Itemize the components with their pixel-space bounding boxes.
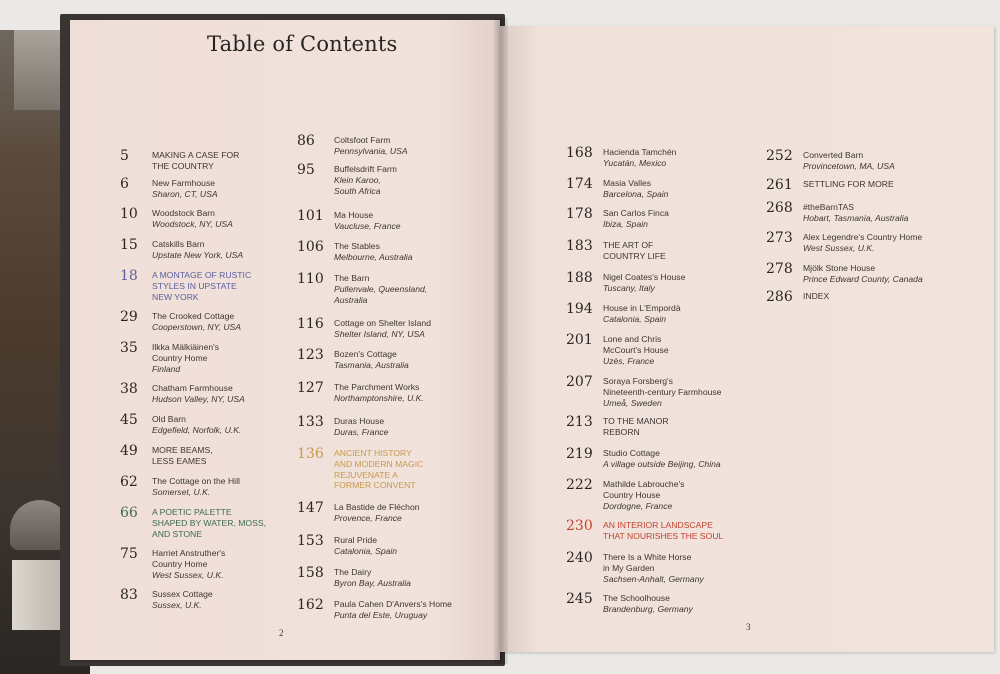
toc-entry-text xyxy=(334,599,452,621)
toc-page-number: 201 xyxy=(566,332,593,348)
toc-entry-text xyxy=(334,349,409,371)
toc-page-number: 194 xyxy=(566,301,593,317)
toc-entry-location: Punta del Este, Uruguay xyxy=(334,609,428,620)
toc-page-number: 207 xyxy=(566,374,593,390)
toc-page-number: 240 xyxy=(566,550,593,566)
toc-entry-text xyxy=(152,270,251,302)
toc-entry-title: Old Barn xyxy=(152,414,186,424)
toc-entry-text xyxy=(334,535,397,557)
toc-entry-location: Klein Karoo, xyxy=(334,174,381,185)
toc-entry-text xyxy=(152,311,241,333)
toc-entry-location: Shelter Island, NY, USA xyxy=(334,328,425,339)
toc-entry-text xyxy=(334,318,431,340)
toc-entry-location: Somerset, U.K. xyxy=(152,486,211,497)
toc-entry-title: The Barn xyxy=(334,273,370,283)
toc-entry-title: Ilkka Mälkiäinen's xyxy=(152,342,220,352)
toc-entry-location: Cooperstown, NY, USA xyxy=(152,321,242,332)
toc-entry-title: La Bastide de Fléchon xyxy=(334,502,420,512)
left-page-number: 2 xyxy=(279,628,284,638)
toc-entry-location: Byron Bay, Australia xyxy=(334,577,411,588)
toc-entry-title: Catskills Barn xyxy=(152,239,205,249)
toc-entry-text xyxy=(803,232,922,254)
toc-page-number: 245 xyxy=(566,591,593,607)
toc-entry-text xyxy=(334,164,397,196)
toc-page-number: 116 xyxy=(297,316,324,332)
toc-entry-text xyxy=(152,507,266,539)
toc-page-number: 66 xyxy=(120,505,138,521)
toc-entry-location: Brandenburg, Germany xyxy=(603,603,693,614)
toc-page-number: 123 xyxy=(297,347,324,363)
toc-page-number: 147 xyxy=(297,500,324,516)
toc-entry-title: The Dairy xyxy=(334,567,372,577)
toc-page-number: 83 xyxy=(120,587,138,603)
toc-page-number: 230 xyxy=(566,518,593,534)
toc-entry-text xyxy=(603,416,669,438)
toc-page-number: 15 xyxy=(120,237,138,253)
toc-entry-title: Country Home xyxy=(152,558,208,569)
toc-entry-location: Edgefield, Norfolk, U.K. xyxy=(152,424,242,435)
toc-page-number: 49 xyxy=(120,443,138,459)
toc-entry-title: Mjölk Stone House xyxy=(803,263,876,273)
toc-page-number: 10 xyxy=(120,206,138,222)
toc-entry-text xyxy=(152,383,245,405)
toc-entry-title: The Crooked Cottage xyxy=(152,311,235,321)
toc-page-number: 158 xyxy=(297,565,324,581)
toc-entry-text xyxy=(603,240,666,262)
toc-entry-text xyxy=(603,376,721,408)
toc-entry-text xyxy=(803,202,908,224)
toc-entry-title: Nineteenth-century Farmhouse xyxy=(603,386,722,397)
toc-entry-title: The Stables xyxy=(334,241,380,251)
toc-entry-title: Country House xyxy=(603,489,661,500)
toc-entry-title: #theBarnTAS xyxy=(803,202,854,212)
toc-entry-title: SETTLING FOR MORE xyxy=(803,179,894,189)
toc-entry-location: West Sussex, U.K. xyxy=(152,569,224,580)
toc-entry-location: Tuscany, Italy xyxy=(603,282,655,293)
toc-entry-title: INDEX xyxy=(803,291,830,301)
toc-entry-location: Tasmania, Australia xyxy=(334,359,409,370)
toc-entry-title: MAKING A CASE FOR xyxy=(152,150,240,160)
toc-entry-location: Finland xyxy=(152,363,181,374)
toc-entry-text xyxy=(603,552,704,584)
toc-entry-text xyxy=(152,589,213,611)
toc-entry-location: Prince Edward County, Canada xyxy=(803,273,923,284)
toc-entry-text xyxy=(803,150,895,172)
toc-entry-title: Ma House xyxy=(334,210,374,220)
toc-page-number: 162 xyxy=(297,597,324,613)
toc-entry-text xyxy=(803,291,829,302)
toc-entry-text xyxy=(603,334,669,366)
toc-entry-text xyxy=(334,241,413,263)
toc-entry-title: Hacienda Tamchén xyxy=(603,147,677,157)
toc-entry-text xyxy=(152,342,219,374)
toc-entry-title: COUNTRY LIFE xyxy=(603,250,666,261)
toc-entry-text xyxy=(603,147,676,169)
toc-entry-title: A MONTAGE OF RUSTIC xyxy=(152,270,252,280)
toc-entry-location: Hobart, Tasmania, Australia xyxy=(803,212,909,223)
toc-entry-title: Paula Cahen D'Anvers's Home xyxy=(334,599,452,609)
toc-entry-location: Barcelona, Spain xyxy=(603,188,669,199)
toc-entry-title: ANCIENT HISTORY xyxy=(334,448,412,458)
toc-entry-location: Vaucluse, France xyxy=(334,220,401,231)
toc-entry-title: NEW YORK xyxy=(152,291,199,302)
toc-entry-title: Masia Valles xyxy=(603,178,652,188)
toc-page-number: 136 xyxy=(297,446,324,462)
toc-page-number: 286 xyxy=(766,289,793,305)
toc-entry-text xyxy=(152,476,240,498)
toc-page-number: 273 xyxy=(766,230,793,246)
toc-entry-title: Soraya Forsberg's xyxy=(603,376,673,386)
toc-entry-location: Sachsen-Anhalt, Germany xyxy=(603,573,704,584)
toc-entry-text xyxy=(334,567,411,589)
toc-page-number: 86 xyxy=(297,133,315,149)
toc-page-number: 261 xyxy=(766,177,793,193)
toc-entry-title: LESS EAMES xyxy=(152,455,207,466)
toc-entry-title: The Schoolhouse xyxy=(603,593,670,603)
toc-entry-title: REBORN xyxy=(603,426,640,437)
toc-entry-text xyxy=(152,208,233,230)
toc-entry-text xyxy=(334,135,408,157)
toc-entry-title: AND MODERN MAGIC xyxy=(334,458,424,469)
toc-entry-title: MORE BEAMS, xyxy=(152,445,213,455)
toc-entry-title: AN INTERIOR LANDSCAPE xyxy=(603,520,713,530)
toc-entry-title: Mathilde Labrouche's xyxy=(603,479,685,489)
toc-entry-location: South Africa xyxy=(334,185,381,196)
toc-entry-text xyxy=(803,263,923,285)
toc-page-number: 174 xyxy=(566,176,593,192)
toc-entry-title: The Parchment Works xyxy=(334,382,420,392)
toc-entry-title: Duras House xyxy=(334,416,385,426)
toc-entry-location: A village outside Beijing, China xyxy=(603,458,721,469)
right-page-number: 3 xyxy=(746,622,751,632)
toc-entry-text xyxy=(334,273,427,305)
toc-entry-text xyxy=(603,593,693,615)
toc-page-number: 219 xyxy=(566,446,593,462)
toc-entry-title: AND STONE xyxy=(152,528,202,539)
toc-page-number: 278 xyxy=(766,261,793,277)
toc-page-number: 6 xyxy=(120,176,129,192)
toc-entry-title: THAT NOURISHES THE SOUL xyxy=(603,530,724,541)
toc-entry-location: Upstate New York, USA xyxy=(152,249,244,260)
toc-entry-text xyxy=(603,272,685,294)
page-title: Table of Contents xyxy=(207,32,398,56)
toc-entry-location: Provence, France xyxy=(334,512,402,523)
toc-page-number: 29 xyxy=(120,309,138,325)
toc-entry-title: THE ART OF xyxy=(603,240,654,250)
toc-entry-location: Dordogne, France xyxy=(603,500,673,511)
toc-page-number: 18 xyxy=(120,268,138,284)
toc-entry-title: Country Home xyxy=(152,352,208,363)
toc-entry-text xyxy=(334,416,388,438)
toc-page-number: 62 xyxy=(120,474,138,490)
toc-entry-location: Melbourne, Australia xyxy=(334,251,413,262)
toc-entry-title: Sussex Cottage xyxy=(152,589,213,599)
toc-entry-title: Chatham Farmhouse xyxy=(152,383,233,393)
toc-page-number: 95 xyxy=(297,162,315,178)
toc-entry-text xyxy=(152,178,218,200)
toc-entry-title: TO THE MANOR xyxy=(603,416,669,426)
toc-entry-title: The Cottage on the Hill xyxy=(152,476,240,486)
toc-entry-title: Rural Pride xyxy=(334,535,377,545)
toc-entry-location: Northamptonshire, U.K. xyxy=(334,392,424,403)
toc-entry-title: Harriet Anstruther's xyxy=(152,548,226,558)
toc-page-number: 222 xyxy=(566,477,593,493)
toc-entry-location: Catalonia, Spain xyxy=(603,313,667,324)
toc-entry-title: Studio Cottage xyxy=(603,448,660,458)
toc-page-number: 127 xyxy=(297,380,324,396)
toc-entry-location: West Sussex, U.K. xyxy=(803,242,875,253)
toc-entry-title: Woodstock Barn xyxy=(152,208,215,218)
toc-entry-location: Pullenvale, Queensland, xyxy=(334,283,428,294)
toc-entry-title: SHAPED BY WATER, MOSS, xyxy=(152,517,266,528)
toc-entry-text xyxy=(803,179,894,190)
toc-entry-location: Umeå, Sweden xyxy=(603,397,662,408)
toc-entry-text xyxy=(334,382,424,404)
toc-entry-location: Yucatán, Mexico xyxy=(603,157,667,168)
toc-page-number: 213 xyxy=(566,414,593,430)
toc-entry-location: Hudson Valley, NY, USA xyxy=(152,393,245,404)
toc-entry-location: Ibiza, Spain xyxy=(603,218,648,229)
toc-page-number: 188 xyxy=(566,270,593,286)
toc-entry-text xyxy=(152,414,241,436)
toc-entry-title: in My Garden xyxy=(603,562,655,573)
toc-entry-title: There Is a White Horse xyxy=(603,552,692,562)
toc-page-number: 252 xyxy=(766,148,793,164)
toc-page-number: 133 xyxy=(297,414,324,430)
toc-entry-text xyxy=(334,448,423,491)
toc-page-number: 75 xyxy=(120,546,138,562)
toc-entry-title: THE COUNTRY xyxy=(152,160,214,171)
toc-page-number: 110 xyxy=(297,271,324,287)
toc-entry-location: Uzès, France xyxy=(603,355,655,366)
toc-entry-title: Coltsfoot Farm xyxy=(334,135,391,145)
toc-entry-title: Lone and Chris xyxy=(603,334,662,344)
toc-entry-title: House in L'Empordà xyxy=(603,303,681,313)
book-gutter xyxy=(494,18,508,664)
toc-entry-text xyxy=(152,239,243,261)
toc-entry-location: Sussex, U.K. xyxy=(152,599,202,610)
toc-entry-text xyxy=(603,303,681,325)
toc-entry-text xyxy=(334,502,420,524)
toc-entry-location: Woodstock, NY, USA xyxy=(152,218,233,229)
toc-entry-title: New Farmhouse xyxy=(152,178,216,188)
toc-page-number: 35 xyxy=(120,340,138,356)
toc-entry-title: Bozen's Cottage xyxy=(334,349,397,359)
toc-entry-text xyxy=(152,548,225,580)
toc-entry-title: McCourt's House xyxy=(603,344,669,355)
toc-entry-location: Provincetown, MA, USA xyxy=(803,160,895,171)
toc-page-number: 5 xyxy=(120,148,129,164)
toc-entry-title: FORMER CONVENT xyxy=(334,480,416,491)
toc-page-number: 268 xyxy=(766,200,793,216)
toc-entry-title: Buffelsdrift Farm xyxy=(334,164,397,174)
toc-page-number: 168 xyxy=(566,145,593,161)
toc-entry-title: STYLES IN UPSTATE xyxy=(152,280,237,291)
toc-entry-title: San Carlos Finca xyxy=(603,208,669,218)
toc-page-number: 45 xyxy=(120,412,138,428)
toc-entry-text xyxy=(603,448,721,470)
toc-page-number: 153 xyxy=(297,533,324,549)
toc-entry-title: Nigel Coates's House xyxy=(603,272,686,282)
toc-entry-text xyxy=(603,178,668,200)
toc-entry-title: REJUVENATE A xyxy=(334,469,398,480)
toc-page-number: 38 xyxy=(120,381,138,397)
toc-entry-location: Pennsylvania, USA xyxy=(334,145,408,156)
toc-entry-text xyxy=(603,520,723,542)
toc-entry-text xyxy=(152,445,213,467)
toc-page-number: 183 xyxy=(566,238,593,254)
toc-page-number: 178 xyxy=(566,206,593,222)
toc-entry-title: Cottage on Shelter Island xyxy=(334,318,431,328)
toc-entry-location: Australia xyxy=(334,294,368,305)
toc-page-number: 106 xyxy=(297,239,324,255)
toc-entry-text xyxy=(152,150,239,172)
toc-entry-text xyxy=(334,210,401,232)
toc-entry-text xyxy=(603,479,684,511)
toc-entry-location: Duras, France xyxy=(334,426,389,437)
toc-page-number: 101 xyxy=(297,208,324,224)
toc-entry-title: A POETIC PALETTE xyxy=(152,507,232,517)
toc-entry-location: Catalonia, Spain xyxy=(334,545,398,556)
toc-entry-title: Converted Barn xyxy=(803,150,864,160)
toc-entry-text xyxy=(603,208,669,230)
toc-entry-title: Alex Legendre's Country Home xyxy=(803,232,923,242)
toc-entry-location: Sharon, CT, USA xyxy=(152,188,218,199)
